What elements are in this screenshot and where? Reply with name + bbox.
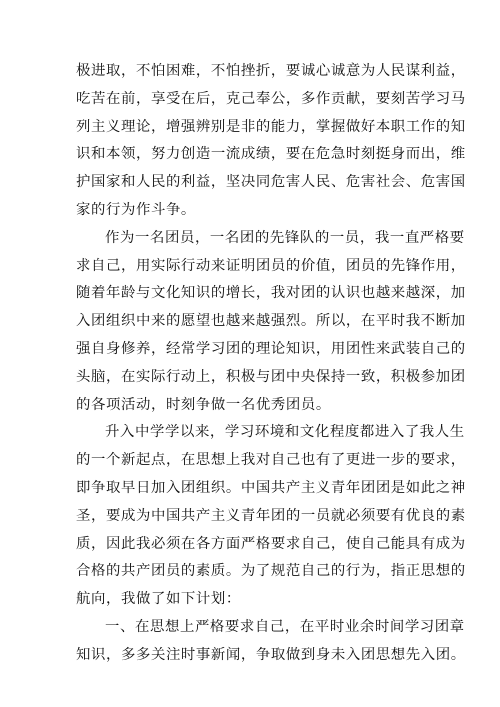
text-line: 列主义理论，增强辨别是非的能力，掌握做好本职工作的知	[76, 118, 466, 135]
text-line: 合格的共产团员的素质。为了规范自己的行为，指正思想的	[76, 563, 466, 580]
text-line: 极进取，不怕困难，不怕挫折，要诚心诚意为人民谋利益，	[76, 63, 466, 79]
text-line: 的各项活动，时刻争做一名优秀团员。	[76, 396, 331, 413]
text-line: 航向，我做了如下计划：	[76, 591, 241, 608]
text-line: 即争取早日加入团组织。中国共产主义青年团团是如此之神	[76, 479, 466, 496]
text-line: 求自己，用实际行动来证明团员的价值，团员的先锋作用，	[76, 257, 466, 274]
text-line: 圣，要成为中国共产主义青年团的一员就必须要有优良的素	[76, 507, 466, 524]
text-line: 质，因此我必须在各方面严格要求自己，使自己能具有成为	[76, 535, 466, 552]
text-line: 作为一名团员，一名团的先锋队的一员，我一直严格要	[105, 229, 465, 246]
text-line: 家的行为作斗争。	[76, 201, 196, 218]
text-line: 入团组织中来的愿望也越来越强烈。所以，在平时我不断加	[76, 313, 466, 330]
text-line: 升入中学学以来，学习环境和文化程度都进入了我人生	[105, 424, 465, 441]
text-line: 的一个新起点，在思想上我对自己也有了更进一步的要求，	[76, 452, 466, 469]
text-line: 识和本领，努力创造一流成绩，要在危急时刻挺身而出，维	[76, 146, 466, 163]
text-line: 吃苦在前，享受在后，克己奉公，多作贡献，要刻苦学习马	[76, 90, 466, 107]
text-line: 强自身修养，经常学习团的理论知识，用团性来武装自己的	[76, 340, 466, 357]
text-line: 随着年龄与文化知识的增长，我对团的认识也越来越深，加	[76, 285, 466, 302]
text-line: 护国家和人民的利益，坚决同危害人民、危害社会、危害国	[76, 174, 466, 191]
text-line: 头脑，在实际行动上，积极与团中央保持一致，积极参加团	[76, 368, 466, 385]
text-line: 一、在思想上严格要求自己，在平时业余时间学习团章	[105, 618, 465, 635]
text-line: 知识，多多关注时事新闻，争取做到身未入团思想先入团。	[76, 646, 466, 663]
body-text	[76, 58, 466, 670]
